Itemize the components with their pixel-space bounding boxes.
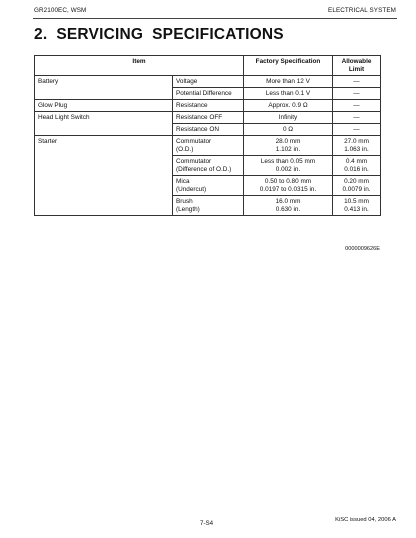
factory-spec-cell: 0.50 to 0.80 mm 0.0197 to 0.0315 in.: [244, 176, 333, 196]
allowable-limit-cell: 0.20 mm 0.0079 in.: [333, 176, 381, 196]
factory-spec-cell: More than 12 V: [244, 76, 333, 88]
header-manual-title: GR2100EC, WSM: [34, 7, 87, 14]
sub-item-cell: Resistance: [173, 100, 244, 112]
sub-item-cell: Resistance ON: [173, 124, 244, 136]
item-cell: Head Light Switch: [35, 112, 173, 136]
allowable-limit-cell: 27.0 mm 1.063 in.: [333, 136, 381, 156]
table-row: [35, 112, 381, 124]
sub-item-cell: Potential Difference: [173, 88, 244, 100]
factory-spec-cell: Less than 0.1 V: [244, 88, 333, 100]
table-row: [35, 76, 381, 88]
allowable-limit-cell: 0.4 mm 0.016 in.: [333, 156, 381, 176]
column-header-factory-specification: Factory Specification: [244, 56, 333, 76]
table-row: [35, 136, 381, 156]
page-number: 7-S4: [200, 520, 214, 527]
sub-item-cell: Resistance OFF: [173, 112, 244, 124]
sub-item-cell: Voltage: [173, 76, 244, 88]
sub-item-cell: Brush (Length): [173, 196, 244, 216]
table-row: [35, 100, 381, 112]
item-cell: Starter: [35, 136, 173, 216]
sub-item-cell: Commutator (O.D.): [173, 136, 244, 156]
item-cell: Glow Plug: [35, 100, 173, 112]
allowable-limit-cell: —: [333, 100, 381, 112]
factory-spec-cell: Approx. 0.9 Ω: [244, 100, 333, 112]
allowable-limit-cell: —: [333, 124, 381, 136]
column-header-item: Item: [35, 56, 244, 76]
allowable-limit-cell: —: [333, 76, 381, 88]
table-header-row: [35, 56, 381, 76]
column-header-allowable-limit: Allowable Limit: [333, 56, 381, 76]
factory-spec-cell: 28.0 mm 1.102 in.: [244, 136, 333, 156]
sub-item-cell: Mica (Undercut): [173, 176, 244, 196]
allowable-limit-cell: —: [333, 88, 381, 100]
allowable-limit-cell: 10.5 mm 0.413 in.: [333, 196, 381, 216]
page-title: 2. SERVICING SPECIFICATIONS: [34, 26, 284, 43]
item-cell: Battery: [35, 76, 173, 100]
factory-spec-cell: Infinity: [244, 112, 333, 124]
reference-code: 0000009626E: [345, 246, 380, 252]
servicing-specifications-table: [34, 55, 381, 216]
factory-spec-cell: 16.0 mm 0.630 in.: [244, 196, 333, 216]
factory-spec-cell: 0 Ω: [244, 124, 333, 136]
factory-spec-cell: Less than 0.05 mm 0.002 in.: [244, 156, 333, 176]
allowable-limit-cell: —: [333, 112, 381, 124]
sub-item-cell: Commutator (Difference of O.D.): [173, 156, 244, 176]
header-divider: [33, 18, 397, 19]
issue-note: KiSC issued 04, 2006 A: [335, 517, 396, 523]
header-section-title: ELECTRICAL SYSTEM: [328, 7, 396, 14]
